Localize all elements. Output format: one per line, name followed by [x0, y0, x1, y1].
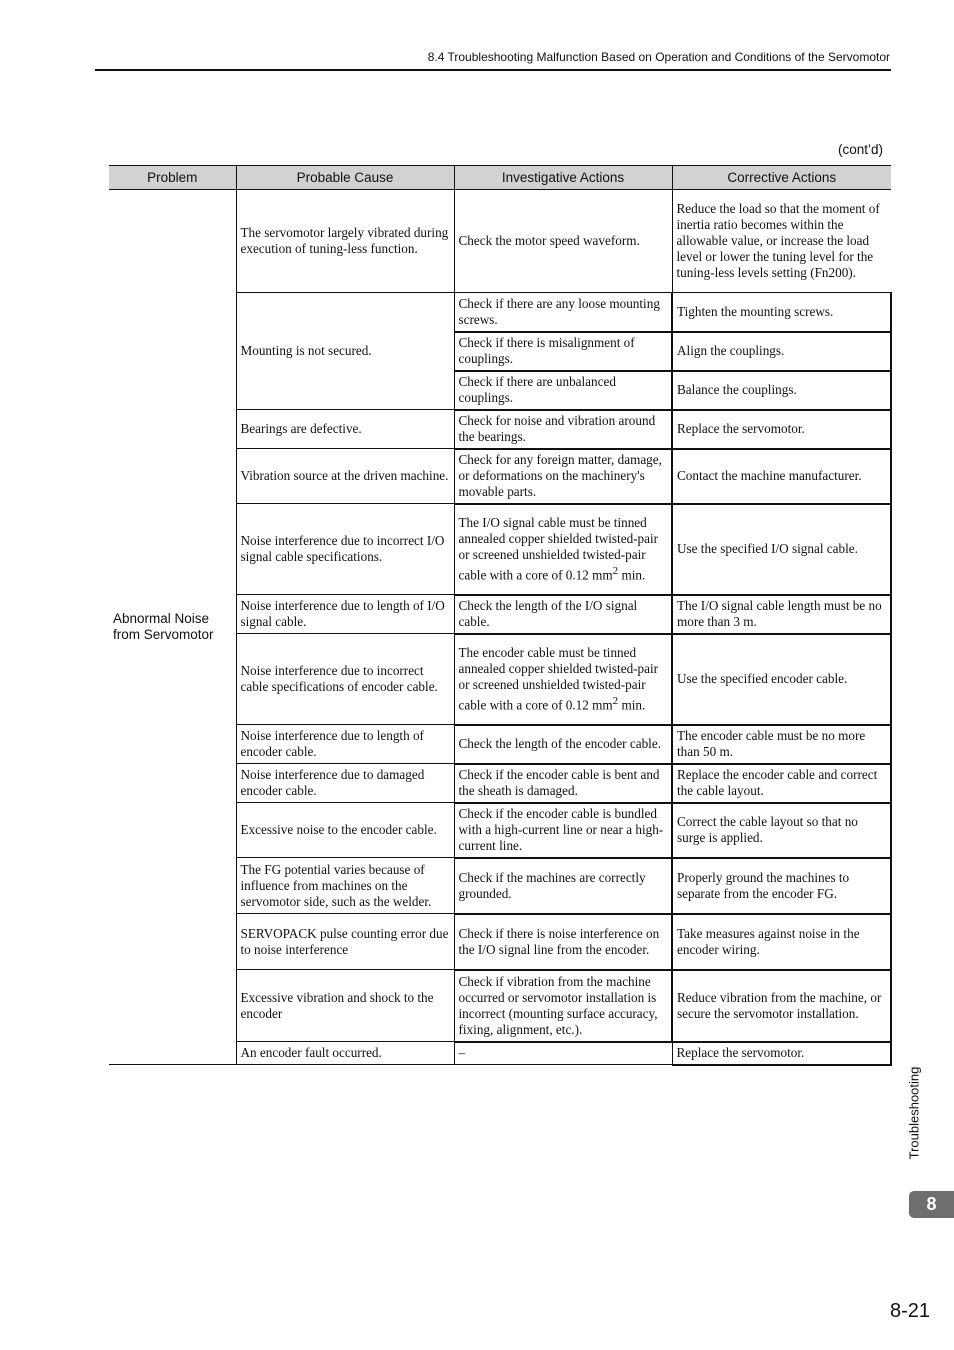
cause-cell: The FG potential varies because of influence from machines on the servomotor side, such as the welder. [236, 858, 454, 914]
section-header: 8.4 Troubleshooting Malfunction Based on Operation and Conditions of the Servomotor [427, 50, 890, 64]
col-header-problem: Problem [109, 166, 236, 190]
superscript: 2 [612, 564, 619, 577]
correction-cell: Use the specified encoder cable. [672, 634, 891, 725]
cause-cell: Vibration source at the driven machine. [236, 449, 454, 504]
col-header-corrective-actions: Corrective Actions [672, 166, 891, 190]
chapter-badge: 8 [909, 1191, 954, 1218]
cause-cell: Mounting is not secured. [236, 293, 454, 410]
correction-cell: Replace the servomotor. [672, 410, 891, 449]
action-cell: Check for noise and vibration around the bearings. [454, 410, 672, 449]
correction-cell: Take measures against noise in the encoder wiring. [672, 914, 891, 970]
action-cell: Check the length of the I/O signal cable. [454, 595, 672, 634]
cause-cell: Noise interference due to incorrect I/O signal cable specifications. [236, 504, 454, 595]
troubleshooting-table [109, 165, 892, 1066]
action-cell: Check if there is noise interference on the I/O signal line from the encoder. [454, 914, 672, 970]
cause-cell: Bearings are defective. [236, 410, 454, 449]
col-header-probable-cause: Probable Cause [236, 166, 454, 190]
action-cell: Check if there are unbalanced couplings. [454, 371, 672, 410]
action-cell: Check the motor speed waveform. [454, 190, 672, 293]
action-cell: Check if vibration from the machine occurred or servomotor installation is incorrect (mounting surface accuracy, fixing, alignment, etc.). [454, 970, 672, 1042]
side-tab-label: Troubleshooting [906, 1066, 922, 1160]
correction-cell: Balance the couplings. [672, 371, 891, 410]
action-cell: Check the length of the encoder cable. [454, 725, 672, 764]
action-text: The encoder cable must be tinned annealed copper shielded twisted-pair or screened unshielded twisted-pair cable with a core of 0.12 mm [458, 644, 659, 713]
action-text-end: min. [618, 697, 646, 713]
action-cell: – [454, 1042, 672, 1065]
col-header-investigative-actions: Investigative Actions [454, 166, 672, 190]
correction-cell: Properly ground the machines to separate from the encoder FG. [672, 858, 891, 914]
correction-cell: Reduce vibration from the machine, or secure the servomotor installation. [672, 970, 891, 1042]
correction-cell: The encoder cable must be no more than 50 m. [672, 725, 891, 764]
superscript: 2 [612, 694, 619, 707]
cause-cell: Excessive noise to the encoder cable. [236, 803, 454, 858]
action-text-end: min. [618, 567, 646, 583]
cause-cell: SERVOPACK pulse counting error due to noise interference [236, 914, 454, 970]
action-cell: Check for any foreign matter, damage, or deformations on the machinery's movable parts. [454, 449, 672, 504]
action-cell [454, 504, 672, 595]
action-cell: Check if the encoder cable is bent and the sheath is damaged. [454, 764, 672, 803]
header-rule [95, 69, 891, 71]
correction-cell: Tighten the mounting screws. [672, 293, 891, 332]
action-cell [454, 634, 672, 725]
action-text: The I/O signal cable must be tinned annealed copper shielded twisted-pair or screened unshielded twisted-pair cable with a core of 0.12 mm [458, 514, 659, 583]
cause-cell: Noise interference due to incorrect cable specifications of encoder cable. [236, 634, 454, 725]
page-number: 8-21 [889, 1300, 930, 1322]
correction-cell: Contact the machine manufacturer. [672, 449, 891, 504]
table-header-row [109, 166, 891, 190]
action-cell: Check if there is misalignment of couplings. [454, 332, 672, 371]
problem-cell: Abnormal Noise from Servomotor [109, 190, 236, 1065]
correction-cell: The I/O signal cable length must be no more than 3 m. [672, 595, 891, 634]
table-row [109, 190, 891, 293]
correction-cell: Align the couplings. [672, 332, 891, 371]
cause-cell: An encoder fault occurred. [236, 1042, 454, 1065]
continued-label: (cont’d) [837, 142, 883, 157]
correction-cell: Replace the encoder cable and correct the cable layout. [672, 764, 891, 803]
action-cell: Check if the encoder cable is bundled with a high-current line or near a high-current line. [454, 803, 672, 858]
correction-cell: Replace the servomotor. [672, 1042, 891, 1065]
cause-cell: The servomotor largely vibrated during execution of tuning-less function. [236, 190, 454, 293]
cause-cell: Noise interference due to length of I/O signal cable. [236, 595, 454, 634]
chapter-side-tab [894, 1058, 934, 1168]
correction-cell: Correct the cable layout so that no surge is applied. [672, 803, 891, 858]
correction-cell: Reduce the load so that the moment of inertia ratio becomes within the allowable value, or increase the load level or lower the tuning level for the tuning-less levels setting (Fn200). [672, 190, 891, 293]
cause-cell: Noise interference due to damaged encoder cable. [236, 764, 454, 803]
action-cell: Check if the machines are correctly grounded. [454, 858, 672, 914]
cause-cell: Excessive vibration and shock to the encoder [236, 970, 454, 1042]
action-cell: Check if there are any loose mounting screws. [454, 293, 672, 332]
correction-cell: Use the specified I/O signal cable. [672, 504, 891, 595]
cause-cell: Noise interference due to length of encoder cable. [236, 725, 454, 764]
